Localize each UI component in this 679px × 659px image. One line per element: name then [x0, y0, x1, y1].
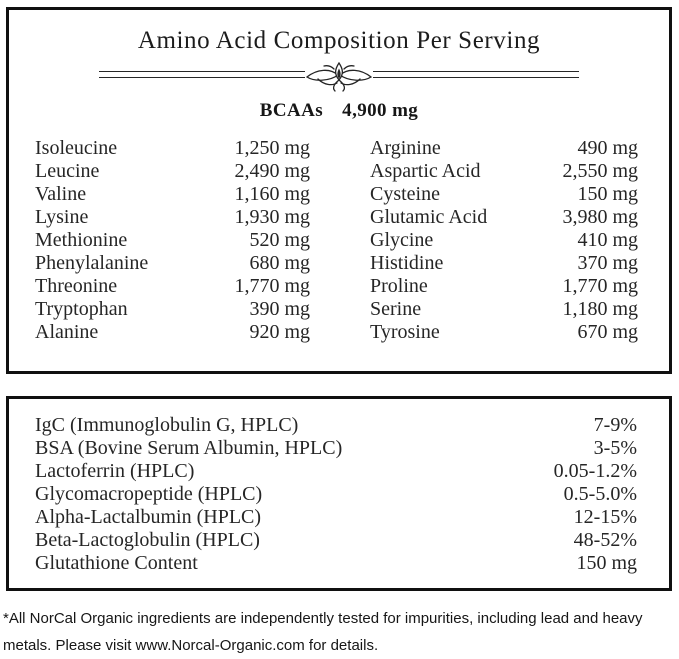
protein-fraction-name: Glutathione Content: [35, 552, 198, 574]
amino-acid-name: Glutamic Acid: [370, 206, 488, 228]
amino-acid-row: [35, 137, 310, 160]
amino-acid-name: Isoleucine: [35, 137, 118, 159]
protein-fraction-amount: 3-5%: [593, 437, 637, 459]
protein-fraction-panel: [6, 396, 672, 591]
amino-acid-row: [35, 275, 310, 298]
amino-acid-row: [370, 183, 638, 206]
footnote: *All NorCal Organic ingredients are independently tested for impurities, including lead and heavy metals. Please visit www.Norcal-Organic.com for details.: [3, 610, 643, 654]
protein-fraction-row: [35, 529, 637, 552]
protein-fraction-amount: 48-52%: [573, 529, 637, 551]
amino-acid-row: [35, 206, 310, 229]
amino-acid-amount: 920 mg: [249, 321, 310, 343]
amino-acid-amount: 1,160 mg: [234, 183, 310, 205]
amino-acid-amount: 3,980 mg: [562, 206, 638, 228]
amino-acid-name: Glycine: [370, 229, 434, 251]
amino-acid-name: Proline: [370, 275, 428, 297]
divider-rule-left: [99, 71, 305, 78]
amino-acid-amount: 1,930 mg: [234, 206, 310, 228]
amino-acid-row: [35, 229, 310, 252]
amino-acid-row: [370, 206, 638, 229]
protein-fraction-row: [35, 483, 637, 506]
amino-acid-amount: 390 mg: [249, 298, 310, 320]
amino-acid-name: Leucine: [35, 160, 100, 182]
protein-fraction-name: Lactoferrin (HPLC): [35, 460, 195, 482]
protein-fraction-row: [35, 506, 637, 529]
amino-acid-table: [35, 137, 669, 344]
amino-acid-row: [35, 321, 310, 344]
amino-acid-column-left: [35, 137, 310, 344]
amino-acid-amount: 680 mg: [249, 252, 310, 274]
amino-acid-column-right: [370, 137, 638, 344]
divider-rule-right: [373, 71, 579, 78]
amino-acid-name: Tyrosine: [370, 321, 440, 343]
protein-fraction-row: [35, 460, 637, 483]
protein-fraction-name: IgC (Immunoglobulin G, HPLC): [35, 414, 299, 436]
amino-panel: [6, 7, 672, 374]
protein-fraction-amount: 0.5-5.0%: [563, 483, 637, 505]
amino-acid-amount: 1,770 mg: [234, 275, 310, 297]
protein-fraction-row: [35, 437, 637, 460]
protein-fraction-row: [35, 414, 637, 437]
amino-acid-name: Histidine: [370, 252, 444, 274]
protein-fraction-amount: 12-15%: [573, 506, 637, 528]
protein-fraction-name: Beta-Lactoglobulin (HPLC): [35, 529, 260, 551]
bcaa-label: BCAAs: [259, 100, 324, 121]
bcaa-value: 4,900 mg: [342, 100, 419, 121]
amino-acid-name: Tryptophan: [35, 298, 128, 320]
amino-acid-amount: 370 mg: [577, 252, 638, 274]
floral-ornament-icon: [306, 61, 372, 93]
amino-acid-amount: 410 mg: [577, 229, 638, 251]
amino-acid-row: [370, 298, 638, 321]
amino-acid-row: [370, 275, 638, 298]
amino-acid-row: [35, 160, 310, 183]
amino-acid-name: Threonine: [35, 275, 118, 297]
protein-fraction-row: [35, 552, 637, 575]
page-title: Amino Acid Composition Per Serving: [137, 27, 541, 54]
amino-acid-row: [35, 252, 310, 275]
protein-fraction-name: Glycomacropeptide (HPLC): [35, 483, 263, 505]
protein-fraction-name: Alpha-Lactalbumin (HPLC): [35, 506, 262, 528]
amino-acid-amount: 670 mg: [577, 321, 638, 343]
amino-acid-amount: 150 mg: [577, 183, 638, 205]
amino-acid-name: Serine: [370, 298, 422, 320]
amino-acid-amount: 1,770 mg: [562, 275, 638, 297]
amino-acid-row: [370, 229, 638, 252]
divider: [99, 61, 579, 93]
amino-acid-name: Cysteine: [370, 183, 440, 205]
amino-acid-name: Arginine: [370, 137, 441, 159]
amino-acid-name: Aspartic Acid: [370, 160, 481, 182]
amino-acid-row: [370, 252, 638, 275]
amino-acid-amount: 520 mg: [249, 229, 310, 251]
protein-fraction-amount: 0.05-1.2%: [553, 460, 637, 482]
amino-acid-name: Valine: [35, 183, 87, 205]
amino-acid-name: Lysine: [35, 206, 89, 228]
amino-acid-amount: 2,490 mg: [234, 160, 310, 182]
amino-acid-row: [370, 160, 638, 183]
amino-acid-name: Phenylalanine: [35, 252, 149, 274]
amino-acid-row: [35, 298, 310, 321]
protein-fraction-name: BSA (Bovine Serum Albumin, HPLC): [35, 437, 343, 459]
amino-acid-amount: 1,180 mg: [562, 298, 638, 320]
amino-acid-name: Alanine: [35, 321, 99, 343]
amino-acid-row: [35, 183, 310, 206]
protein-fraction-amount: 7-9%: [593, 414, 637, 436]
amino-acid-row: [370, 137, 638, 160]
amino-acid-amount: 1,250 mg: [234, 137, 310, 159]
protein-fraction-amount: 150 mg: [576, 552, 637, 574]
amino-acid-row: [370, 321, 638, 344]
amino-acid-amount: 2,550 mg: [562, 160, 638, 182]
amino-acid-name: Methionine: [35, 229, 128, 251]
bcaa-heading: [9, 99, 669, 123]
amino-acid-amount: 490 mg: [577, 137, 638, 159]
